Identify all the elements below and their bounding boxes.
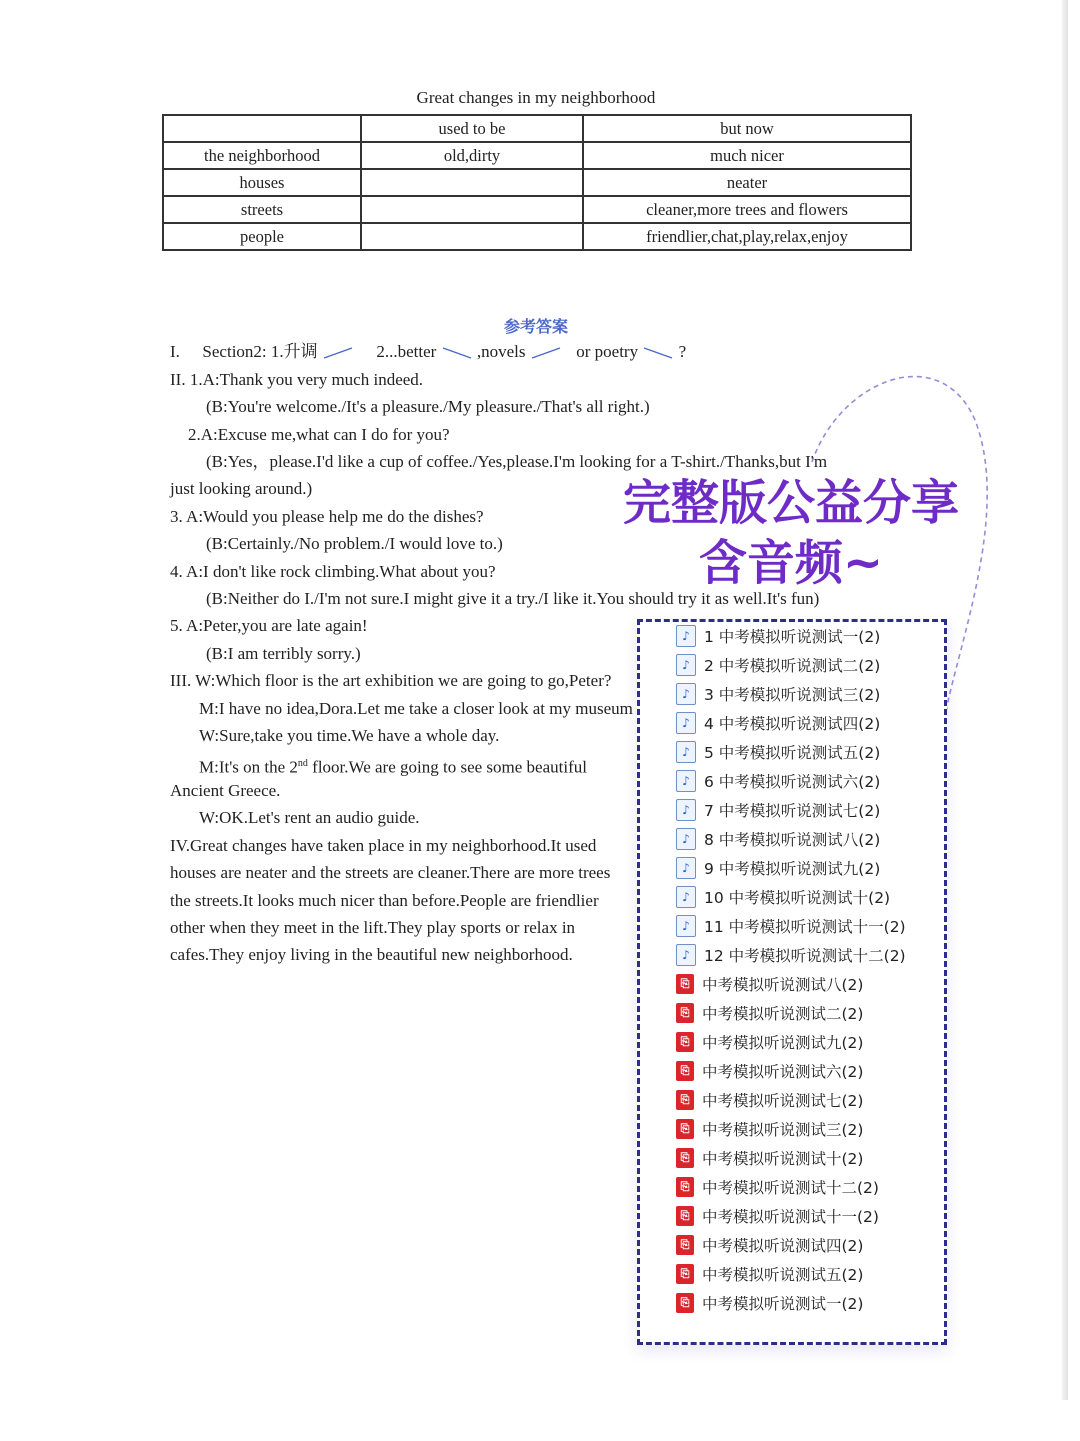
file-list-item[interactable] (676, 740, 880, 764)
rising-intonation-icon (530, 346, 562, 360)
file-list-item[interactable] (676, 1175, 879, 1199)
file-list-item[interactable] (676, 653, 880, 677)
table-cell: the neighborhood (163, 142, 361, 169)
answer-line: III. W:Which floor is the art exhibition we are going to go,Peter? (170, 671, 612, 690)
table-cell (361, 169, 583, 196)
ordinal-suffix: nd (297, 758, 308, 769)
table-cell: streets (163, 196, 361, 223)
audio-file-icon: ♪ (676, 857, 696, 879)
table-header-cell: but now (583, 115, 911, 142)
audio-file-icon: ♪ (676, 886, 696, 908)
file-name: 5 中考模拟听说测试五(2) (704, 744, 881, 762)
table-header-cell: used to be (361, 115, 583, 142)
promo-overlay (606, 474, 976, 594)
answer-line: 4. A:I don't like rock climbing.What about you? (170, 562, 496, 581)
answer-line: IV.Great changes have taken place in my neighborhood.It used (170, 836, 597, 855)
section-number: I. (170, 342, 180, 361)
table-cell (361, 196, 583, 223)
file-name: 6 中考模拟听说测试六(2) (704, 773, 881, 791)
pdf-file-icon: ⎘ (676, 974, 694, 994)
file-name: 中考模拟听说测试八(2) (702, 976, 864, 994)
file-name: 9 中考模拟听说测试九(2) (704, 860, 881, 878)
answer-line: 3. A:Would you please help me do the dishes? (170, 507, 484, 526)
answer-line: (B:Certainly./No problem./I would love to.) (206, 534, 503, 553)
file-name: 8 中考模拟听说测试八(2) (704, 831, 881, 849)
file-list-item[interactable] (676, 1233, 863, 1257)
audio-file-icon: ♪ (676, 770, 696, 792)
audio-file-icon: ♪ (676, 828, 696, 850)
pdf-file-icon: ⎘ (676, 1206, 694, 1226)
file-name: 中考模拟听说测试四(2) (702, 1237, 864, 1255)
rising-intonation-icon (322, 346, 354, 360)
answer-line: 5. A:Peter,you are late again! (170, 616, 368, 635)
table-cell: neater (583, 169, 911, 196)
section-text: 2...better (376, 342, 437, 361)
answer-line (199, 753, 587, 779)
pdf-file-icon: ⎘ (676, 1264, 694, 1284)
answer-line: W:OK.Let's rent an audio guide. (199, 808, 420, 827)
section-text: Section2: 1.升调 (202, 342, 318, 361)
answer-key-title: 参考答案 (503, 317, 568, 336)
file-name: 中考模拟听说测试七(2) (702, 1092, 864, 1110)
table-cell (361, 223, 583, 250)
file-name: 2 中考模拟听说测试二(2) (704, 657, 881, 675)
promo-line-1: 完整版公益分享 (622, 475, 959, 531)
file-list-item[interactable] (676, 972, 863, 996)
file-name: 10 中考模拟听说测试十(2) (704, 889, 891, 907)
audio-file-icon: ♪ (676, 625, 696, 647)
table-cell: houses (163, 169, 361, 196)
section-text: or poetry (576, 342, 639, 361)
file-list-item[interactable] (676, 798, 880, 822)
answer-line: (B:Yes，please.I'd like a cup of coffee./Yes,please.I'm looking for a T-shirt./Thanks,but I'm (206, 452, 828, 471)
promo-line-2: 含音频~ (698, 535, 884, 591)
file-list-item[interactable] (676, 1117, 863, 1141)
table-row (163, 169, 911, 196)
falling-intonation-icon (642, 346, 674, 360)
file-name: 中考模拟听说测试九(2) (702, 1034, 864, 1052)
table-cell: much nicer (583, 142, 911, 169)
answer-line: other when they meet in the lift.They play sports or relax in (170, 918, 576, 937)
file-list-item[interactable] (676, 769, 880, 793)
answer-text: floor.We are going to see some beautiful (307, 757, 587, 777)
file-list-panel (637, 619, 947, 1345)
audio-file-icon: ♪ (676, 654, 696, 676)
answer-line: the streets.It looks much nicer than before.People are friendlier (170, 891, 599, 910)
table-title: Great changes in my neighborhood (416, 88, 656, 107)
audio-file-icon: ♪ (676, 944, 696, 966)
audio-file-icon: ♪ (676, 712, 696, 734)
file-name: 1 中考模拟听说测试一(2) (704, 628, 881, 646)
audio-file-icon: ♪ (676, 683, 696, 705)
pdf-file-icon: ⎘ (676, 1090, 694, 1110)
file-list-item[interactable] (676, 1030, 863, 1054)
table-row (163, 223, 911, 250)
pdf-file-icon: ⎘ (676, 1293, 694, 1313)
answer-line: (B:You're welcome./It's a pleasure./My pleasure./That's all right.) (206, 397, 650, 416)
file-name: 中考模拟听说测试五(2) (702, 1266, 864, 1284)
file-list-item[interactable] (676, 885, 890, 909)
pdf-file-icon: ⎘ (676, 1235, 694, 1255)
answer-line: cafes.They enjoy living in the beautiful new neighborhood. (170, 945, 573, 964)
table-cell: old,dirty (361, 142, 583, 169)
file-list-item[interactable] (676, 1204, 879, 1228)
table-row (163, 142, 911, 169)
file-list-item[interactable] (676, 1291, 863, 1315)
file-name: 中考模拟听说测试二(2) (702, 1005, 864, 1023)
table-header-cell (163, 115, 361, 142)
answer-text: M:It's on the 2 (199, 757, 298, 777)
answer-line: II. 1.A:Thank you very much indeed. (170, 370, 424, 389)
file-list-item[interactable] (676, 711, 880, 735)
table-header-row (163, 115, 911, 142)
changes-table (162, 114, 912, 251)
file-name: 中考模拟听说测试三(2) (702, 1121, 864, 1139)
file-list-item[interactable] (676, 1262, 863, 1286)
file-name: 4 中考模拟听说测试四(2) (704, 715, 881, 733)
file-name: 3 中考模拟听说测试三(2) (704, 686, 881, 704)
table-row (163, 196, 911, 223)
file-list-item[interactable] (676, 1001, 863, 1025)
file-name: 中考模拟听说测试十二(2) (702, 1179, 879, 1197)
table-cell: people (163, 223, 361, 250)
file-name: 中考模拟听说测试十(2) (702, 1150, 864, 1168)
file-list-item[interactable] (676, 827, 880, 851)
file-list-item[interactable] (676, 682, 880, 706)
file-list-item[interactable] (676, 943, 906, 967)
file-name: 中考模拟听说测试六(2) (702, 1063, 864, 1081)
file-name: 中考模拟听说测试十一(2) (702, 1208, 879, 1226)
section-1-line (170, 341, 686, 363)
file-list-item[interactable] (676, 856, 880, 880)
page-edge-shadow (1062, 0, 1068, 1400)
falling-intonation-icon (441, 346, 473, 360)
section-text: ,novels (476, 342, 526, 361)
file-name: 12 中考模拟听说测试十二(2) (704, 947, 906, 965)
pdf-file-icon: ⎘ (676, 1061, 694, 1081)
file-list-item[interactable] (676, 624, 880, 648)
audio-file-icon: ♪ (676, 915, 696, 937)
pdf-file-icon: ⎘ (676, 1032, 694, 1052)
answer-line: houses are neater and the streets are cleaner.There are more trees (170, 863, 611, 882)
file-list-item[interactable] (676, 1146, 863, 1170)
pdf-file-icon: ⎘ (676, 1119, 694, 1139)
answer-line: Ancient Greece. (170, 781, 281, 800)
table-cell: friendlier,chat,play,relax,enjoy (583, 223, 911, 250)
pdf-file-icon: ⎘ (676, 1003, 694, 1023)
pdf-file-icon: ⎘ (676, 1177, 694, 1197)
answer-line: (B:Neither do I./I'm not sure.I might give it a try./I like it.You should try it as well.It's fun) (206, 589, 820, 608)
file-name: 中考模拟听说测试一(2) (702, 1295, 864, 1313)
file-list-item[interactable] (676, 1088, 863, 1112)
audio-file-icon: ♪ (676, 799, 696, 821)
file-list-item[interactable] (676, 914, 906, 938)
answer-line: 2.A:Excuse me,what can I do for you? (188, 425, 450, 444)
file-name: 11 中考模拟听说测试十一(2) (704, 918, 906, 936)
answer-line: M:I have no idea,Dora.Let me take a closer look at my museum (199, 699, 633, 718)
audio-file-icon: ♪ (676, 741, 696, 763)
table-cell: cleaner,more trees and flowers (583, 196, 911, 223)
file-list-item[interactable] (676, 1059, 863, 1083)
answer-line: W:Sure,take you time.We have a whole day. (199, 726, 500, 745)
answer-line: (B:I am terribly sorry.) (206, 644, 361, 663)
pdf-file-icon: ⎘ (676, 1148, 694, 1168)
file-name: 7 中考模拟听说测试七(2) (704, 802, 881, 820)
answer-line: just looking around.) (170, 479, 313, 498)
section-text: ? (678, 342, 687, 361)
